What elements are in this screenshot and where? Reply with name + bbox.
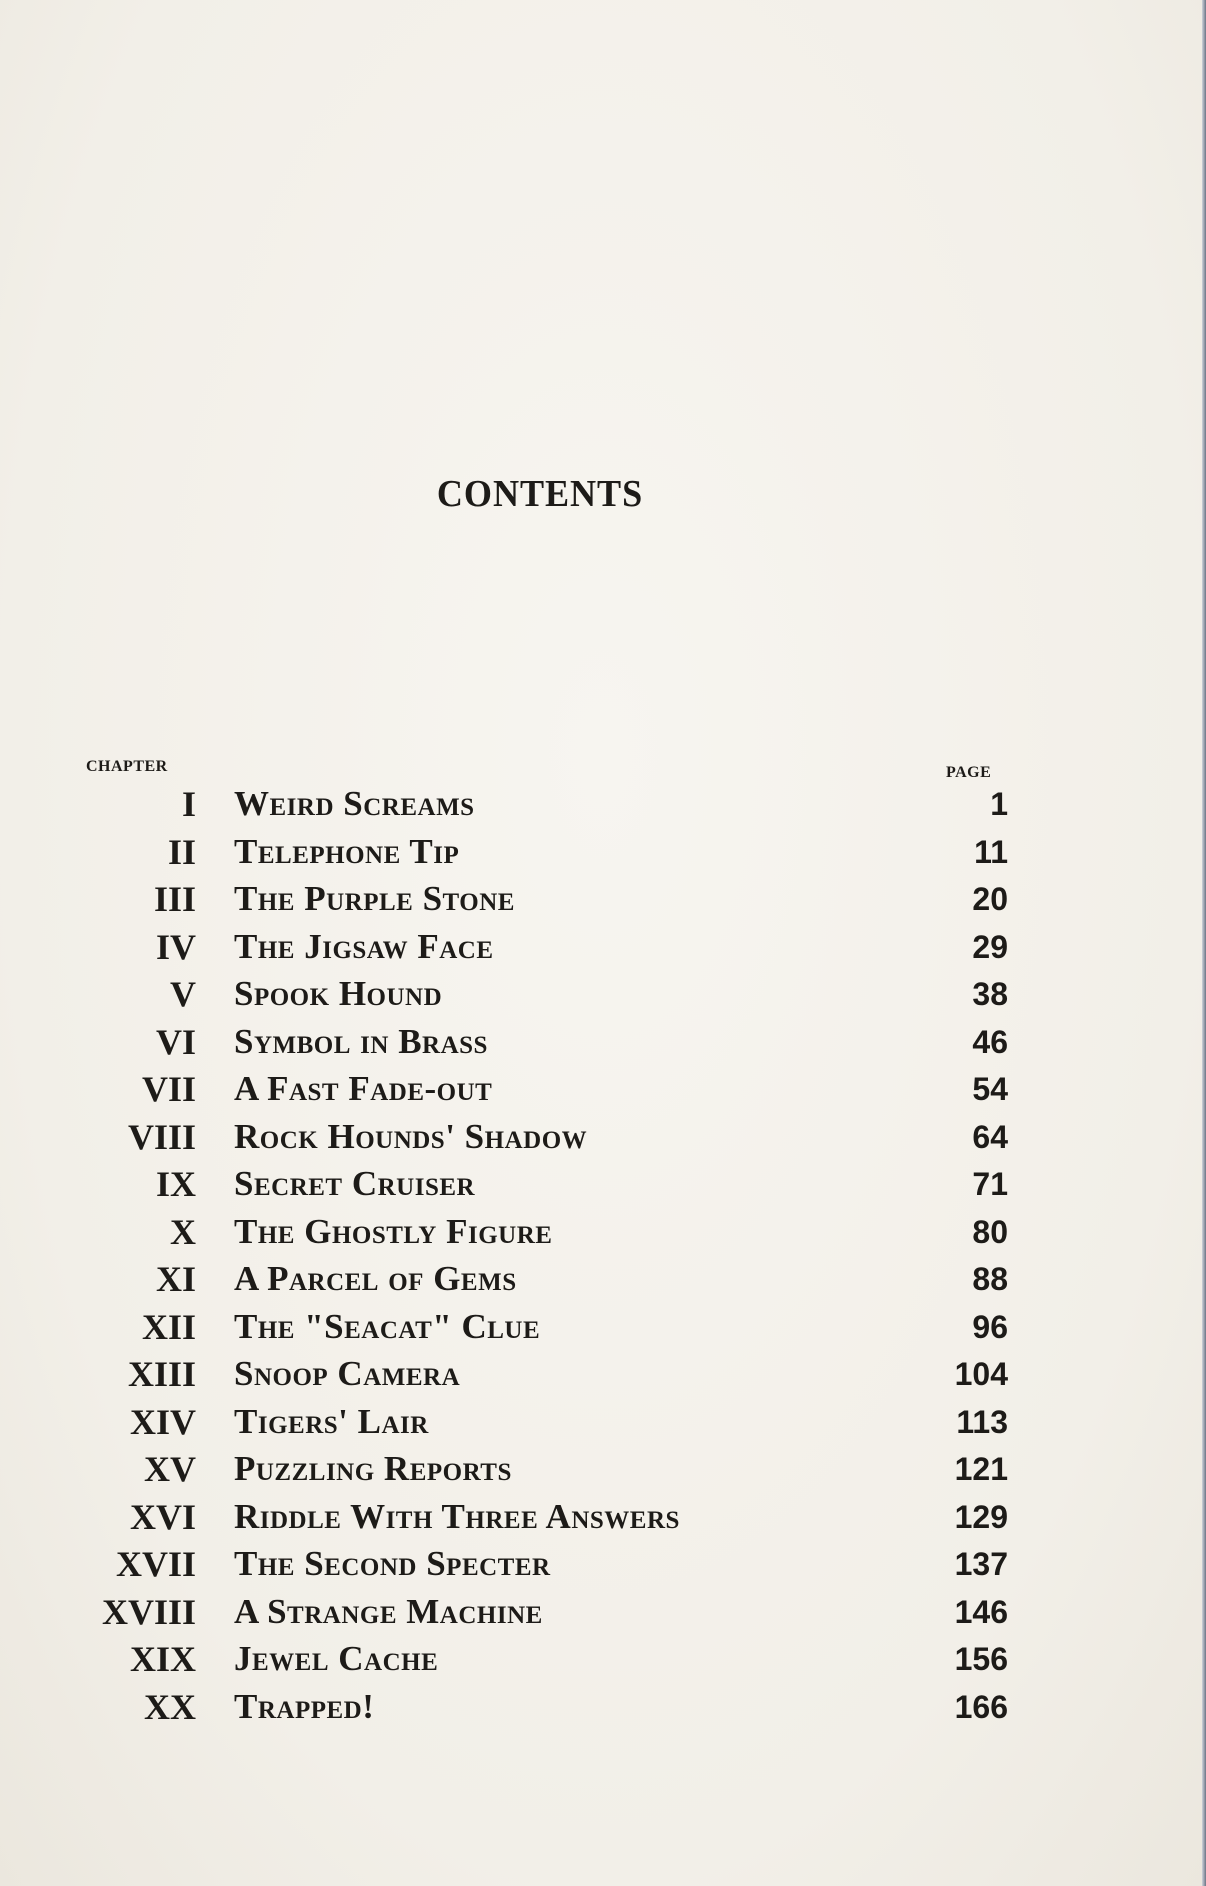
toc-row [0,972,1206,1020]
page-number: 113 [956,1403,1008,1440]
chapter-number: XIII [127,1354,196,1394]
chapter-number: III [153,879,196,919]
page-number: 38 [972,976,1008,1012]
page-number: 64 [972,1118,1008,1155]
chapter-number: II [167,831,196,872]
chapter-title: Jewel Cache [234,1639,439,1678]
chapter-title: A Parcel of Gems [234,1259,517,1298]
toc-row [0,877,1206,925]
page-number: 104 [954,1356,1008,1392]
toc-row [0,1685,1206,1733]
toc-row [0,1637,1206,1685]
toc-row [0,1020,1206,1068]
chapter-title: Trapped! [234,1686,375,1726]
chapter-number: XIV [129,1401,196,1442]
chapter-number: XII [141,1306,196,1347]
chapter-title: The Second Specter [234,1544,551,1583]
toc-row [0,1495,1206,1543]
chapter-number: X [170,1211,196,1252]
chapter-title: The Jigsaw Face [234,926,494,966]
chapter-number: VIII [127,1116,196,1157]
toc-row [0,1447,1206,1495]
chapter-title: Riddle With Three Answers [234,1496,680,1536]
chapter-number: V [170,974,196,1014]
chapter-title: Symbol in Brass [234,1021,488,1061]
chapter-number: XVII [115,1544,196,1584]
toc-row [0,1400,1206,1448]
chapter-number: IV [155,926,196,967]
chapter-column-label: CHAPTER [86,758,168,775]
chapter-title: Weird Screams [234,784,475,823]
page-number: 80 [972,1213,1008,1250]
toc-row [0,1305,1206,1353]
page-number: 29 [972,928,1008,965]
page-number: 166 [954,1688,1008,1725]
chapter-title: Secret Cruiser [234,1164,476,1203]
chapter-number: IX [155,1164,196,1204]
page-number: 146 [954,1593,1008,1630]
page-number: 96 [972,1308,1008,1345]
chapter-title: Rock Hounds' Shadow [234,1116,588,1156]
page-number: 137 [954,1546,1008,1582]
chapter-title: The Purple Stone [234,879,515,918]
chapter-title: The Ghostly Figure [234,1211,553,1251]
page-number: 11 [974,833,1008,870]
chapter-title: The "Seacat" Clue [234,1306,541,1346]
toc-row [0,1352,1206,1400]
toc-row [0,1210,1206,1258]
chapter-number: XVI [129,1496,196,1537]
contents-heading: CONTENTS [436,473,644,515]
toc-row [0,782,1206,830]
page-number: 129 [954,1498,1008,1535]
chapter-title: Puzzling Reports [234,1449,512,1488]
chapter-title: Spook Hound [234,974,443,1013]
chapter-number: XX [144,1686,196,1727]
chapter-title: Tigers' Lair [234,1401,429,1441]
page-number: 46 [972,1023,1008,1060]
toc-row [0,1542,1206,1590]
page-number: 156 [954,1641,1008,1677]
chapter-title: A Strange Machine [234,1591,543,1631]
chapter-title: A Fast Fade-out [234,1069,493,1108]
page-number: 71 [972,1166,1008,1202]
table-of-contents [0,782,1206,1732]
chapter-number: XIX [129,1639,196,1679]
page-number: 1 [990,786,1008,822]
page-number: 54 [972,1071,1008,1107]
toc-row [0,925,1206,973]
page-number: 121 [954,1451,1008,1487]
toc-row [0,1067,1206,1115]
chapter-title: Snoop Camera [234,1354,461,1393]
toc-row [0,1590,1206,1638]
page-number: 88 [972,1261,1008,1297]
toc-row [0,1257,1206,1305]
toc-row [0,1162,1206,1210]
toc-row [0,830,1206,878]
chapter-number: XV [144,1449,196,1489]
chapter-number: XVIII [101,1591,196,1632]
chapter-number: VII [141,1069,196,1109]
page-number: 20 [972,881,1008,917]
toc-row [0,1115,1206,1163]
chapter-number: I [181,784,196,824]
chapter-title: Telephone Tip [234,831,460,871]
chapter-number: VI [155,1021,196,1062]
page-column-label: PAGE [946,764,992,781]
chapter-number: XI [155,1259,196,1299]
